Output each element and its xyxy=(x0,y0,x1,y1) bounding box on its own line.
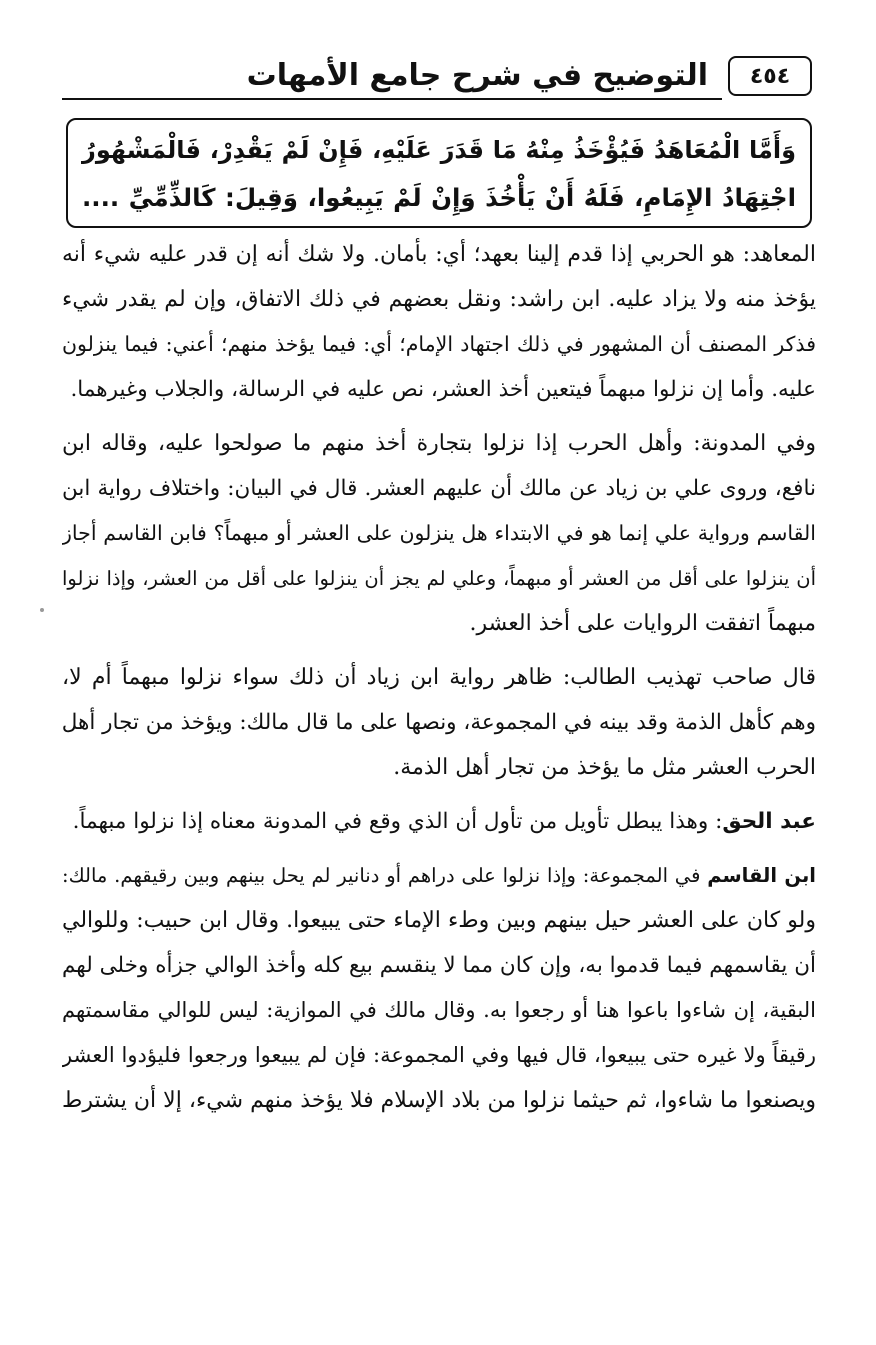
text-line: أن ينزلوا على أقل من العشر أو مبهماً، وعلي لم يجز أن ينزلوا على أقل من العشر، وإذا نزلوا xyxy=(62,567,816,590)
margin-mark xyxy=(40,608,44,612)
text-line: ولو كان على العشر حيل بينهم وبين وطء الإماء حتى يبيعوا. وقال ابن حبيب: وللوالي xyxy=(62,908,816,933)
text-run: : وهذا يبطل تأويل من تأول أن الذي وقع في المدونة معناه إذا نزلوا مبهماً. xyxy=(72,809,723,834)
text-line: قال صاحب تهذيب الطالب: ظاهر رواية ابن زياد أن ذلك سواء نزلوا مبهماً أم لا، xyxy=(62,665,816,690)
text-line: البقية، إن شاءوا باعوا هنا أو رجعوا به. وقال مالك في الموازية: ليس للوالي مقاسمتهم xyxy=(62,998,816,1022)
matn-line: وَأَمَّا الْمُعَاهَدُ فَيُؤْخَذُ مِنْهُ مَا قَدَرَ عَلَيْهِ، فَإِنْ لَمْ يَقْدِرْ، فَالْمَشْهُورُ xyxy=(82,136,796,164)
paragraph-muahad xyxy=(62,232,816,412)
author-lead: ابن القاسم xyxy=(707,864,816,887)
text-line: مبهماً اتفقت الروايات على أخذ العشر. xyxy=(469,611,816,636)
paragraph-mudawwana xyxy=(62,421,816,646)
text-line: القاسم ورواية علي إنما هو في الابتداء هل ينزلون على العشر أو مبهماً؟ فابن القاسم أجاز xyxy=(62,521,816,545)
running-title: التوضيح في شرح جامع الأمهات xyxy=(246,58,708,93)
text-line xyxy=(62,853,816,898)
paragraph-tahdhib xyxy=(62,655,816,790)
paragraph-abd-al-haqq xyxy=(62,799,816,844)
text-line: الحرب العشر مثل ما يؤخذ من تجار أهل الذمة. xyxy=(393,755,816,780)
text-line: نافع، وروى علي بن زياد عن مالك أن عليهم العشر. قال في البيان: واختلاف رواية ابن xyxy=(62,476,816,501)
matn-line: اجْتِهَادُ الإِمَامِ، فَلَهُ أَنْ يَأْخُذَ وَإِنْ لَمْ يَبِيعُوا، وَقِيلَ: كَالذِّمِّيِّ .... xyxy=(82,183,796,212)
paragraph-ibn-al-qasim xyxy=(62,853,816,1123)
matn-box xyxy=(66,118,812,228)
text-run: في المجموعة: وإذا نزلوا على دراهم أو دنانير لم يحل بينهم وبين رقيقهم. مالك: xyxy=(62,864,708,887)
page-header xyxy=(62,52,812,102)
text-line: أن يقاسمهم فيما قدموا به، وإن كان مما لا ينقسم بيع كله وأخذ الوالي جزأه وخلى لهم xyxy=(62,953,816,978)
commentary-text xyxy=(62,232,816,1123)
text-line: ويصنعوا ما شاءوا، ثم حيثما نزلوا من بلاد الإسلام فلا يؤخذ منهم شيء، إلا أن يشترط xyxy=(62,1088,816,1113)
text-line: فذكر المصنف أن المشهور في ذلك اجتهاد الإمام؛ أي: فيما يؤخذ منهم؛ أعني: فيما ينزلون xyxy=(62,332,816,356)
text-line: وفي المدونة: وأهل الحرب إذا نزلوا بتجارة أخذ منهم ما صولحوا عليه، وقاله ابن xyxy=(62,431,816,456)
text-line: يؤخذ منه ولا يزاد عليه. ابن راشد: ونقل بعضهم في ذلك الاتفاق، وإن لم يقدر شيء xyxy=(62,287,816,312)
page-number: ٤٥٤ xyxy=(728,56,812,96)
text-line: عليه. وأما إن نزلوا مبهماً فيتعين أخذ العشر، نص عليه في الرسالة، والجلاب وغيرهما. xyxy=(70,377,816,402)
author-lead: عبد الحق xyxy=(722,809,816,834)
text-line: المعاهد: هو الحربي إذا قدم إلينا بعهد؛ أي: بأمان. ولا شك أنه إن قدر عليه شيء أنه xyxy=(62,242,816,267)
text-line: رقيقاً ولا غيره حتى يبيعوا، قال فيها وفي المجموعة: فإن لم يبيعوا ورجعوا فليؤدوا العشر xyxy=(62,1043,816,1067)
header-rule xyxy=(62,98,722,100)
text-line xyxy=(62,799,816,844)
text-line: وهم كأهل الذمة وقد بينه في المجموعة، ونصها على ما قال مالك: ويؤخذ من تجار أهل xyxy=(62,710,816,735)
